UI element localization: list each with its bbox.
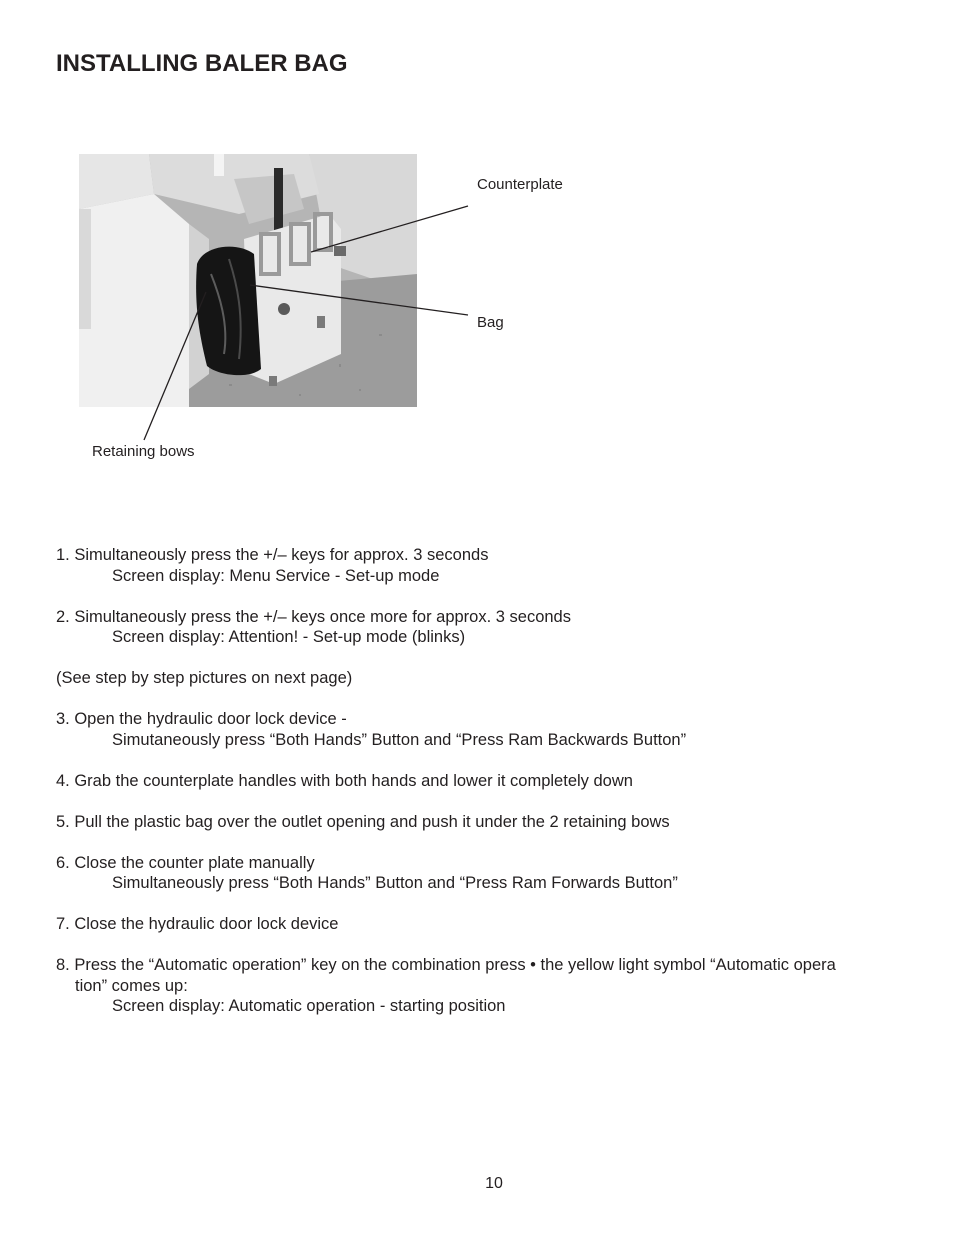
- step-8: [56, 955, 916, 1017]
- step-text: 4. Grab the counterplate handles with both hands and lower it completely down: [56, 771, 633, 790]
- step-1: [56, 545, 916, 586]
- instruction-steps: [56, 545, 916, 1037]
- retaining-bows-label: Retaining bows: [92, 443, 195, 460]
- step-screen-display: Screen display: Automatic operation - starting position: [112, 997, 506, 1015]
- step-screen-display: Screen display: Menu Service - Set-up mode: [112, 566, 440, 585]
- bag-label: Bag: [477, 314, 504, 331]
- counterplate-label: Counterplate: [477, 176, 563, 193]
- step-7: [56, 914, 916, 935]
- step-screen-display: Screen display: Attention! - Set-up mode (blinks): [112, 628, 466, 646]
- see-next-page-note: [56, 668, 916, 689]
- note-text: (See step by step pictures on next page): [56, 669, 353, 687]
- step-instruction-detail: Simultaneously press “Both Hands” Button and “Press Ram Forwards Button”: [112, 874, 678, 892]
- step-text-continuation: tion” comes up:: [75, 976, 188, 995]
- step-text: 6. Close the counter plate manually: [56, 853, 315, 872]
- step-text: 2. Simultaneously press the +/– keys once more for approx. 3 seconds: [56, 607, 571, 626]
- step-text: 8. Press the “Automatic operation” key on the combination press • the yellow light symbol “Automatic opera: [56, 956, 836, 974]
- step-5: [56, 812, 916, 833]
- step-4: [56, 771, 916, 792]
- baler-photo-illustration: [79, 154, 417, 407]
- step-text: 5. Pull the plastic bag over the outlet opening and push it under the 2 retaining bows: [56, 812, 670, 831]
- step-2: [56, 607, 916, 648]
- step-text: 3. Open the hydraulic door lock device -: [56, 710, 347, 728]
- step-text: 7. Close the hydraulic door lock device: [56, 915, 339, 933]
- page-number: 10: [485, 1175, 503, 1192]
- page-title: INSTALLING BALER BAG: [56, 50, 348, 77]
- step-instruction-detail: Simutaneously press “Both Hands” Button and “Press Ram Backwards Button”: [112, 730, 687, 749]
- step-text: 1. Simultaneously press the +/– keys for approx. 3 seconds: [56, 546, 489, 564]
- step-6: [56, 853, 916, 894]
- step-3: [56, 709, 916, 750]
- baler-photo: [79, 154, 417, 407]
